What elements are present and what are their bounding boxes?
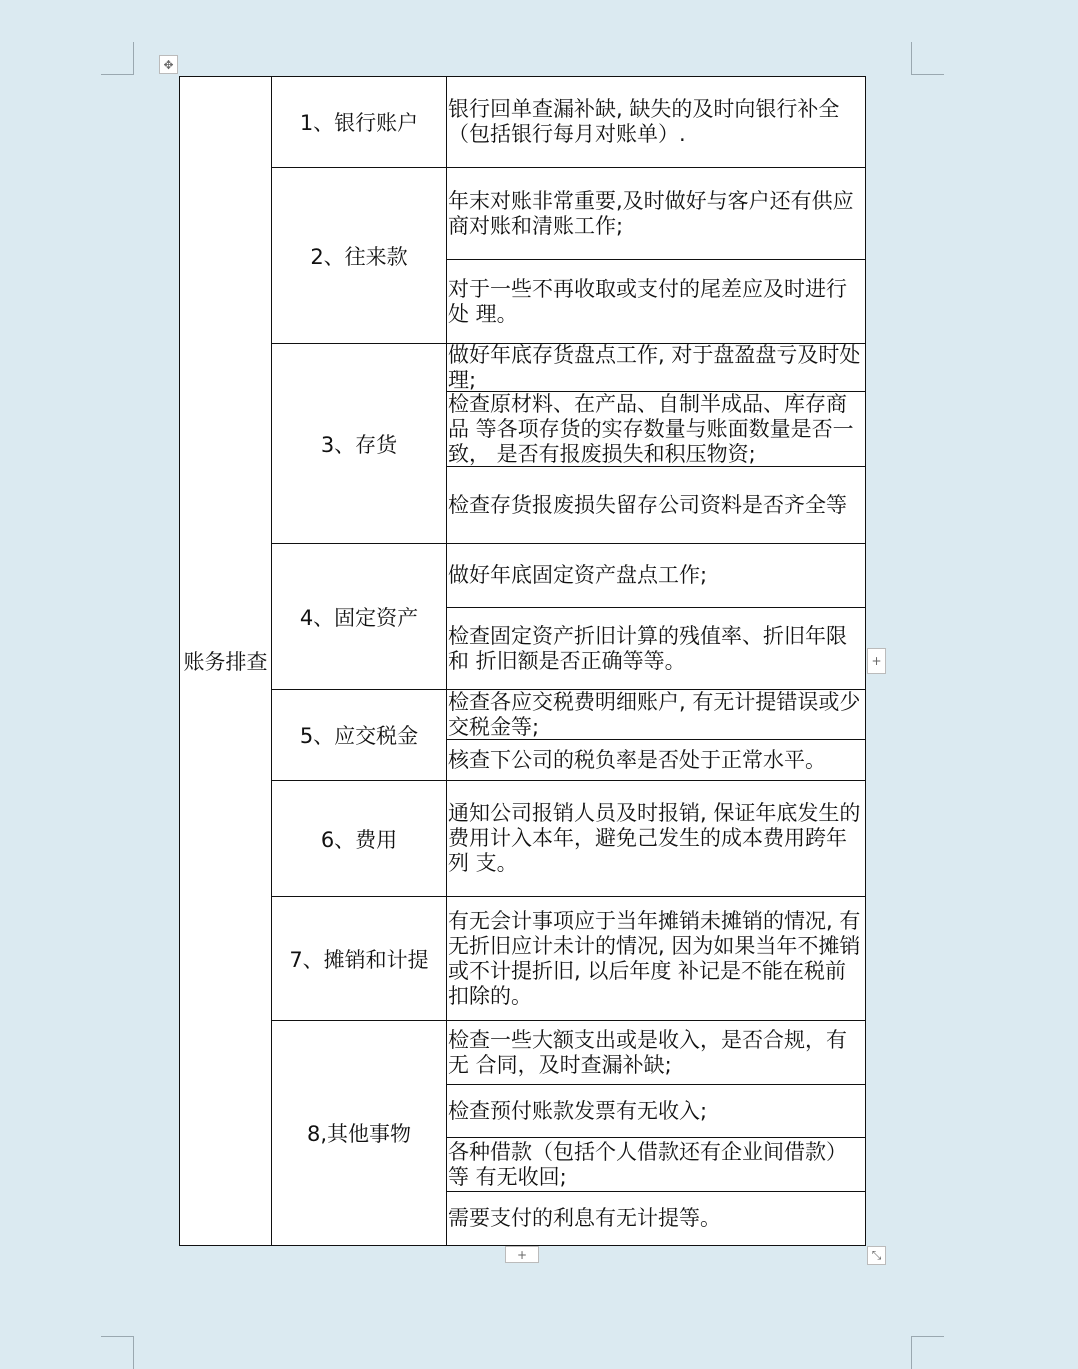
item-label-cell[interactable]: 1、银行账户 <box>271 76 447 168</box>
item-detail-cell[interactable]: 做好年底存货盘点工作, 对于盘盈盘亏及时处 理; <box>446 343 866 392</box>
add-column-button[interactable]: + <box>867 648 886 674</box>
item-label-cell[interactable]: 6、费用 <box>271 780 447 897</box>
table-move-handle-icon[interactable]: ✥ <box>159 55 178 74</box>
item-detail-cell[interactable]: 检查一些大额支出或是收入，是否合规，有无 合同，及时查漏补缺; <box>446 1020 866 1085</box>
item-detail-cell[interactable]: 对于一些不再收取或支付的尾差应及时进行处 理。 <box>446 259 866 344</box>
crop-mark <box>101 1336 134 1369</box>
item-detail-cell[interactable]: 各种借款（包括个人借款还有企业间借款）等 有无收回; <box>446 1137 866 1192</box>
item-label-cell[interactable]: 7、摊销和计提 <box>271 896 447 1021</box>
item-detail-cell[interactable]: 检查原材料、在产品、自制半成品、库存商品 等各项存货的实存数量与账面数量是否一致， 是否有报废损失和积压物资; <box>446 391 866 467</box>
crop-mark <box>101 42 134 75</box>
item-detail-cell[interactable]: 需要支付的利息有无计提等。 <box>446 1191 866 1246</box>
crop-mark <box>911 1336 944 1369</box>
item-detail-cell[interactable]: 做好年底固定资产盘点工作; <box>446 543 866 608</box>
crop-mark <box>911 42 944 75</box>
item-detail-cell[interactable]: 检查存货报废损失留存公司资料是否齐全等 <box>446 466 866 544</box>
item-label-cell[interactable]: 8,其他事物 <box>271 1020 447 1246</box>
item-label-cell[interactable]: 5、应交税金 <box>271 689 447 781</box>
item-detail-cell[interactable]: 银行回单查漏补缺, 缺失的及时向银行补全（包括银行每月对账单）. <box>446 76 866 168</box>
item-detail-cell[interactable]: 检查固定资产折旧计算的残值率、折旧年限和 折旧额是否正确等等。 <box>446 607 866 690</box>
category-cell[interactable]: 账务排查 <box>179 76 272 1246</box>
item-detail-cell[interactable]: 有无会计事项应于当年摊销未摊销的情况, 有 无折旧应计未计的情况, 因为如果当年不摊销或不计提折旧, 以后年度 补记是不能在税前扣除的。 <box>446 896 866 1021</box>
item-detail-cell[interactable]: 年末对账非常重要,及时做好与客户还有供应 商对账和清账工作; <box>446 167 866 260</box>
item-label-cell[interactable]: 4、固定资产 <box>271 543 447 690</box>
table-resize-handle-icon[interactable]: ⤡ <box>867 1246 886 1265</box>
item-detail-cell[interactable]: 通知公司报销人员及时报销, 保证年底发生的 费用计入本年，避免己发生的成本费用跨年列 支。 <box>446 780 866 897</box>
add-row-button[interactable]: + <box>505 1246 539 1263</box>
item-label-cell[interactable]: 2、往来款 <box>271 167 447 344</box>
item-detail-cell[interactable]: 检查预付账款发票有无收入; <box>446 1084 866 1138</box>
item-label-cell[interactable]: 3、存货 <box>271 343 447 544</box>
item-detail-cell[interactable]: 检查各应交税费明细账户, 有无计提错误或少 交税金等; <box>446 689 866 740</box>
item-detail-cell[interactable]: 核查下公司的税负率是否处于正常水平。 <box>446 739 866 781</box>
